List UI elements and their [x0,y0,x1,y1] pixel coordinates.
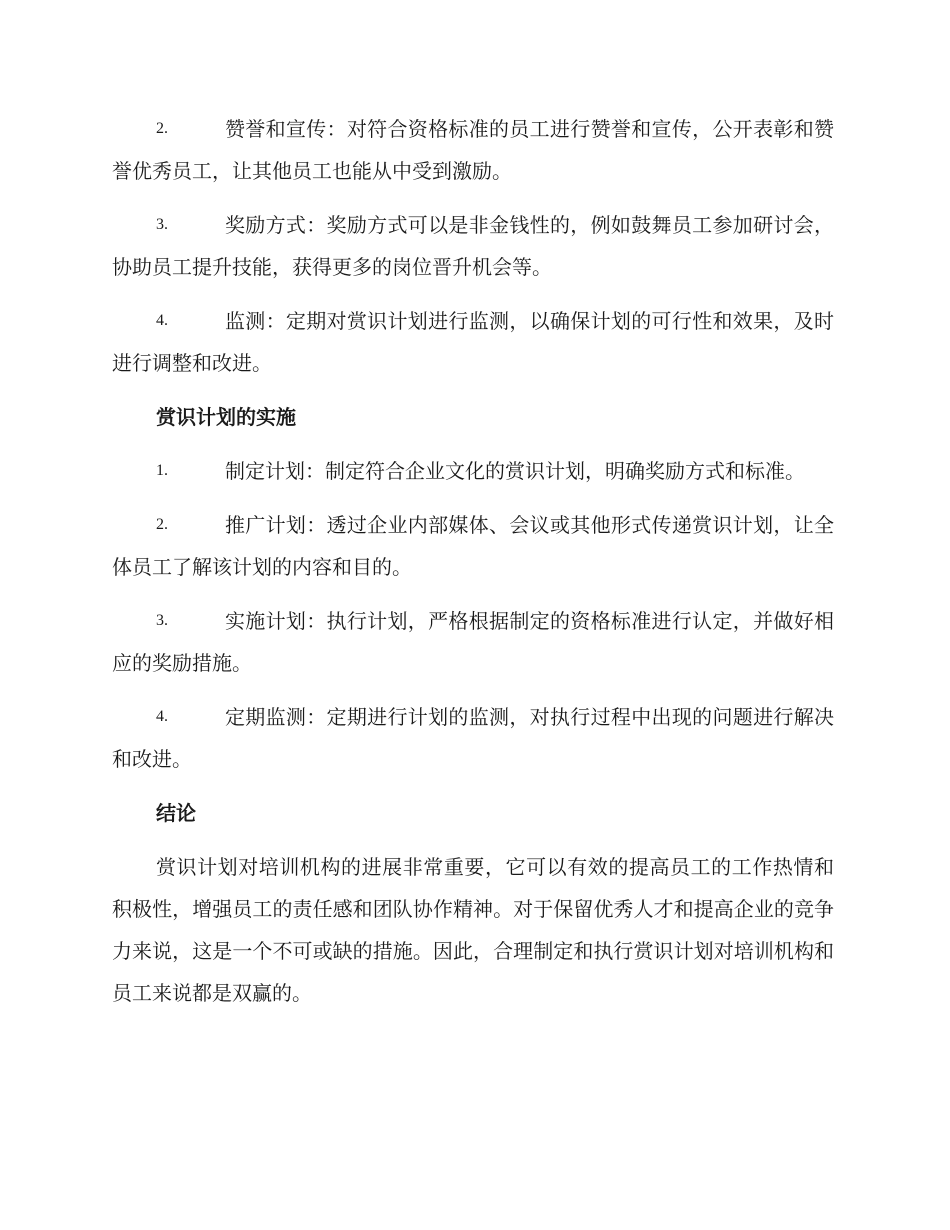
list-item [112,204,834,288]
list-number: 3. [156,216,168,233]
list-item [112,450,834,492]
list-number: 4. [156,708,168,725]
list-item [112,696,834,780]
list-text: 实施计划：执行计划，严格根据制定的资格标准进行认定，并做好相应的奖励措施。 [112,609,834,675]
list-number: 4. [156,312,168,329]
list-text: 定期监测：定期进行计划的监测，对执行过程中出现的问题进行解决和改进。 [112,705,834,771]
list-item [112,600,834,684]
conclusion-heading: 结论 [156,801,196,825]
list-number: 2. [156,120,168,137]
list-item [112,108,834,192]
list-item [112,504,834,588]
list-text: 制定计划：制定符合企业文化的赏识计划，明确奖励方式和标准。 [225,459,805,483]
list-text: 奖励方式：奖励方式可以是非金钱性的，例如鼓舞员工参加研讨会，协助员工提升技能，获得更多的岗位晋升机会等。 [112,213,834,279]
list-item [112,300,834,384]
list-text: 推广计划：透过企业内部媒体、会议或其他形式传递赏识计划，让全体员工了解该计划的内容和目的。 [112,513,834,579]
list-text: 监测：定期对赏识计划进行监测，以确保计划的可行性和效果，及时进行调整和改进。 [112,309,834,375]
list-text: 赞誉和宣传：对符合资格标准的员工进行赞誉和宣传，公开表彰和赞誉优秀员工，让其他员工也能从中受到激励。 [112,117,834,183]
section-heading: 赏识计划的实施 [156,405,296,429]
list-number: 1. [156,462,168,479]
list-number: 2. [156,516,168,533]
conclusion-paragraph: 赏识计划对培训机构的进展非常重要，它可以有效的提高员工的工作热情和积极性，增强员工的责任感和团队协作精神。对于保留优秀人才和提高企业的竞争力来说，这是一个不可或缺的措施。因此，合理制定和执行赏识计划对培训机构和员工来说都是双赢的。 [112,855,834,1005]
list-number: 3. [156,612,168,629]
document-page [112,108,834,1014]
